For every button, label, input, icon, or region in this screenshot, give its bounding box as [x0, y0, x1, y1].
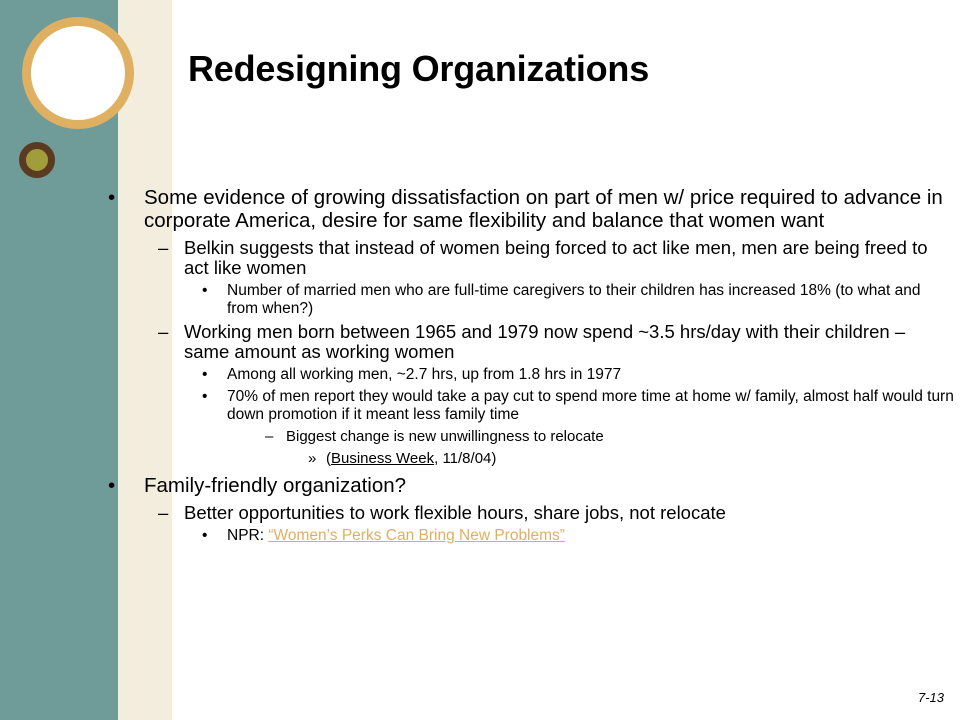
dash-marker: –	[158, 321, 169, 342]
sub-bullet-opportunities	[100, 503, 955, 523]
bullet-marker: •	[202, 388, 208, 405]
bullet-marker: •	[108, 186, 116, 209]
level4-bullet-relocate	[100, 428, 955, 446]
bullet-marker: •	[202, 366, 208, 383]
dash-marker: –	[158, 237, 169, 258]
npr-label: NPR:	[227, 527, 269, 544]
bullet-marker: •	[202, 527, 208, 544]
source-suffix: , 11/8/04)	[434, 450, 497, 467]
source-prefix: (	[326, 450, 331, 467]
bullet-text: Number of married men who are full-time caregivers to their children has increased 18% (to what and from when?)	[227, 282, 921, 317]
bullet-text: Working men born between 1965 and 1979 now spend ~3.5 hrs/day with their children – same amount as working women	[184, 321, 906, 362]
level5-source-citation	[100, 450, 955, 468]
decorative-large-ring	[22, 17, 134, 129]
bullet-men-dissatisfaction	[100, 186, 955, 232]
chevron-marker: »	[308, 450, 317, 467]
sub-sub-bullet-npr	[100, 527, 955, 545]
dash-marker: –	[265, 428, 274, 445]
npr-article-link[interactable]: “Women’s Perks Can Bring New Problems”	[268, 527, 565, 544]
page-number: 7-13	[917, 690, 944, 705]
bullet-text: Biggest change is new unwillingness to relocate	[286, 428, 604, 445]
bullet-marker: •	[108, 474, 116, 497]
bullet-text: Better opportunities to work flexible hours, share jobs, not relocate	[184, 502, 726, 523]
bullet-text: 70% of men report they would take a pay cut to spend more time at home w/ family, almost half would turn down promotion if it meant less family time	[227, 388, 954, 423]
sub-bullet-working-men	[100, 322, 955, 362]
sub-bullet-belkin	[100, 238, 955, 278]
sub-sub-bullet-caregivers	[100, 282, 955, 318]
sub-sub-bullet-pay-cut	[100, 388, 955, 424]
bullet-text: Among all working men, ~2.7 hrs, up from 1.8 hrs in 1977	[227, 366, 622, 383]
slide-body	[100, 186, 955, 549]
decorative-small-ring	[19, 142, 55, 178]
bullet-text: Some evidence of growing dissatisfaction on part of men w/ price required to advance in corporate America, desire for same flexibility and balance that women want	[144, 186, 943, 232]
bullet-text: Belkin suggests that instead of women being forced to act like men, men are being freed to act like women	[184, 237, 928, 278]
bullet-text: Family-friendly organization?	[144, 474, 407, 497]
source-name: Business Week	[331, 450, 435, 467]
bullet-marker: •	[202, 282, 208, 299]
bullet-family-friendly	[100, 474, 955, 497]
sub-sub-bullet-hours	[100, 366, 955, 384]
slide-title: Redesigning Organizations	[188, 48, 650, 89]
dash-marker: –	[158, 502, 169, 523]
